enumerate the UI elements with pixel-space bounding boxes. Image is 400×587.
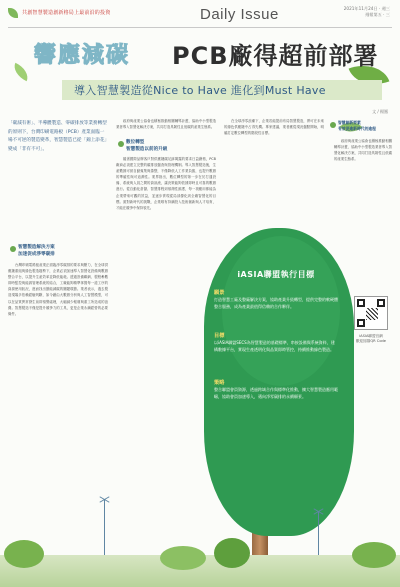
qr-marker <box>357 299 365 307</box>
body-paragraph: 隨著國際品牌客戶對供應鏈碳足跡揭露的要求日益嚴格，PCB廠商必須建立完整的碳排放盤查與管理機制。導入智慧製造後，生產數據可被自動蒐集與彙整，不僅降低人工作業負擔，也提升數據的準確性與可追溯性。業界指出，數位轉型的第一步在於打通設備、系統與人員之間的資訊流，讓決策能夠依據即時且可靠的數據進行。從自動化倉儲、智慧排程到預測性維護，每一項應用都能為企業帶來可觀的效益，並逐步實現從局部優化到全廠智慧化的目標。面對新時代的挑戰，企業唯有持續投入技術創新與人才培育，才能在競爭中保持領先。 <box>116 157 216 210</box>
headline-subtitle: 導入智慧製造從Nice to Have 進化到Must Have <box>74 84 326 97</box>
headline-left: 響應減碳 <box>34 43 131 68</box>
header-slogan: 共創智慧製造創新格局上最前沿的投資 <box>22 10 111 16</box>
tree-canopy-highlight <box>222 236 340 386</box>
goal-heading-vision: 願景 <box>214 290 225 296</box>
wind-turbine-icon <box>104 500 105 556</box>
wind-turbine-icon <box>318 512 319 556</box>
goal-heading-target: 目標 <box>214 333 225 339</box>
body-column-3b <box>334 138 392 248</box>
section-title-2: 數位轉型 智慧製造以前的升級 <box>126 140 168 152</box>
body-paragraph: 政府與產業公協會也積極推動相關輔導計畫，協助中小型製造業者導入智慧化解決方案，共同打造具韌性且低碳的產業生態系。 <box>334 139 392 162</box>
qr-caption: iASIA聯盟官網 歡迎掃描QR Code <box>355 334 387 343</box>
tree-title: iASIA聯盟執行目標 <box>237 270 315 279</box>
header-title: Daily Issue <box>200 6 279 23</box>
header-date <box>344 6 390 18</box>
bush-decoration <box>4 540 44 568</box>
section-title-3: 智慧創新要素 有效促進新時代的進程 <box>338 120 376 131</box>
headline-subtitle-bar <box>62 80 382 100</box>
body-column-2 <box>116 156 216 550</box>
goal-text-strategy: 整合聯盟會員資源，透過跨域合作與標準化推動，擴大智慧製造應用範疇，協助會員加速導入，邁向淨零碳排的永續願景。 <box>214 387 338 399</box>
body-paragraph: 在全球淨零浪潮下，企業若能提前布局智慧製造，將可在未來的綠色供應鏈中占得先機。專家建議，業者應從現況盤點開始，明確訂定數位轉型的階段性目標。 <box>224 119 324 136</box>
header-date-line: 2021年11月24日 · 週三 <box>343 6 390 11</box>
headline-right: PCB廠得超前部署 <box>172 42 379 70</box>
lead-paragraph: 「碳減有術」、半導體製造、零碳排放等業務轉型的原則下，台灣印刷電路板（PCB）產業面臨一場不可逆的製造變革，智慧製造已從「錦上添花」變成「非有不可」。 <box>8 121 107 152</box>
qr-marker <box>357 319 365 327</box>
bush-decoration <box>160 546 206 570</box>
goal-text-target: 以iASIA聯盟SECS為智慧製造的基礎標準，串接設備與系統資料，建構數據平台，實現生產透明化與品質即時管控，持續推動綠色製造。 <box>214 340 335 352</box>
body-paragraph: 政府與產業公協會也積極推動相關輔導計畫，協助中小型製造業者導入智慧化解決方案，共同打造具韌性且低碳的產業生態系。 <box>116 119 216 130</box>
bush-decoration <box>352 542 396 568</box>
goal-text-vision: 打造智慧工廠及整廠解決方案，協助產業升級轉型，提供完整的軟硬體整合服務，成為產業最值得信賴的合作夥伴。 <box>214 297 338 309</box>
section-leaf-icon <box>10 246 16 252</box>
bush-decoration <box>214 538 250 568</box>
body-column-2a <box>116 118 216 136</box>
body-column-3a <box>224 118 324 148</box>
section-leaf-icon <box>330 122 336 128</box>
leaf-icon <box>8 8 18 18</box>
header-issue-line: 週報第五 · 三 <box>365 12 390 17</box>
qr-code[interactable] <box>354 296 388 330</box>
qr-marker <box>377 299 385 307</box>
goal-heading-strategy: 策略 <box>214 380 225 386</box>
section-title-1: 智慧製造解決方案 加速促成淨零碳排 <box>18 245 55 257</box>
header-slogan-area <box>8 6 168 24</box>
section-leaf-icon <box>118 141 124 147</box>
body-column-1 <box>8 262 108 552</box>
header-divider <box>8 27 392 28</box>
qr-pattern <box>366 308 378 320</box>
body-paragraph: 台灣印刷電路板產業正面臨淨零碳排的要求與壓力，在全球供應鏈重組與綠色製造趨勢下，企業必須加速導入智慧化設備與數據整合平台，以提升生產效率並降低能耗。透過設備聯網、製程參數即時監控與能源管理系統的結合，工廠能夠精準掌握每一道工序的資源使用狀況，進而找出節能減碳的關鍵環節。業者表示，過去製造現場多依賴經驗判斷，如今藉由大數據分析與人工智慧模型，可以在品質異常發生前即預警處理，大幅減少報廢與重工所造成的浪費。智慧製造不僅是提升競爭力的工具，更是企業永續經營的必要條件。 <box>8 263 108 316</box>
leaf-decoration-icon <box>10 63 31 81</box>
byline: 文 / 楊鳳 <box>372 109 388 114</box>
